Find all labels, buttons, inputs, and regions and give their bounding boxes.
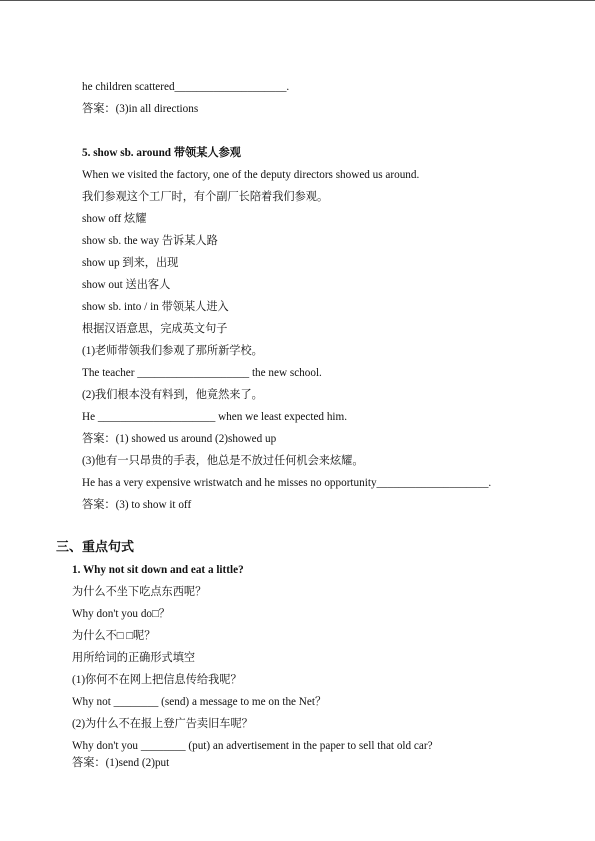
exercise-instruction: 根据汉语意思，完成英文句子 bbox=[82, 323, 228, 335]
related-phrase: show off 炫耀 bbox=[82, 213, 147, 225]
page-top-rule bbox=[0, 0, 595, 1]
fill-in-instruction: 用所给词的正确形式填空 bbox=[72, 652, 196, 664]
key-sentence-1-title: 1. Why not sit down and eat a little? bbox=[72, 564, 244, 576]
phrase-5-example-cn: 我们参观这个工厂时，有个副厂长陪着我们参观。 bbox=[82, 191, 329, 203]
fill-in-q2-cn: (2)为什么不在报上登广告卖旧车呢？ bbox=[72, 718, 253, 730]
related-phrase: show out 送出客人 bbox=[82, 279, 171, 291]
previous-exercise-sentence: he children scattered____________________. bbox=[82, 81, 290, 93]
fill-in-answer: 答案：(1)send (2)put bbox=[72, 757, 170, 769]
exercise-q2-cn: (2)我们根本没有料到，他竟然来了。 bbox=[82, 389, 263, 401]
exercise-answer-1-2: 答案：(1) showed us around (2)showed up bbox=[82, 433, 277, 445]
exercise-q1-en: The teacher ____________________ the new school. bbox=[82, 367, 322, 379]
exercise-q1-cn: (1)老师带领我们参观了那所新学校。 bbox=[82, 345, 263, 357]
related-phrase: show sb. into / in 带领某人进入 bbox=[82, 301, 229, 313]
exercise-q3-cn: (3)他有一只昂贵的手表，他总是不放过任何机会来炫耀。 bbox=[82, 455, 364, 467]
exercise-q2-en: He _____________________ when we least expected him. bbox=[82, 411, 348, 423]
sentence-pattern-en: Why don't you do□？ bbox=[72, 608, 170, 620]
exercise-answer-3: 答案：(3) to show it off bbox=[82, 499, 192, 511]
phrase-5-example-en: When we visited the factory, one of the deputy directors showed us around. bbox=[82, 169, 420, 181]
phrase-5-title: 5. show sb. around 带领某人参观 bbox=[82, 147, 241, 159]
related-phrase: show up 到来，出现 bbox=[82, 257, 179, 269]
key-sentence-1-cn: 为什么不坐下吃点东西呢？ bbox=[72, 586, 207, 598]
section-heading: 三、重点句式 bbox=[56, 539, 135, 554]
related-phrase: show sb. the way 告诉某人路 bbox=[82, 235, 218, 247]
sentence-pattern-cn: 为什么不□ □呢？ bbox=[72, 630, 156, 642]
fill-in-q1-cn: (1)你何不在网上把信息传给我呢？ bbox=[72, 674, 242, 686]
fill-in-q1-en: Why not ________ (send) a message to me on the Net？ bbox=[72, 696, 327, 708]
previous-exercise-answer: 答案：(3)in all directions bbox=[82, 103, 199, 115]
exercise-q3-en: He has a very expensive wristwatch and he misses no opportunity____________________. bbox=[82, 477, 492, 489]
fill-in-q2-en: Why don't you ________ (put) an advertisement in the paper to sell that old car? bbox=[72, 740, 433, 752]
